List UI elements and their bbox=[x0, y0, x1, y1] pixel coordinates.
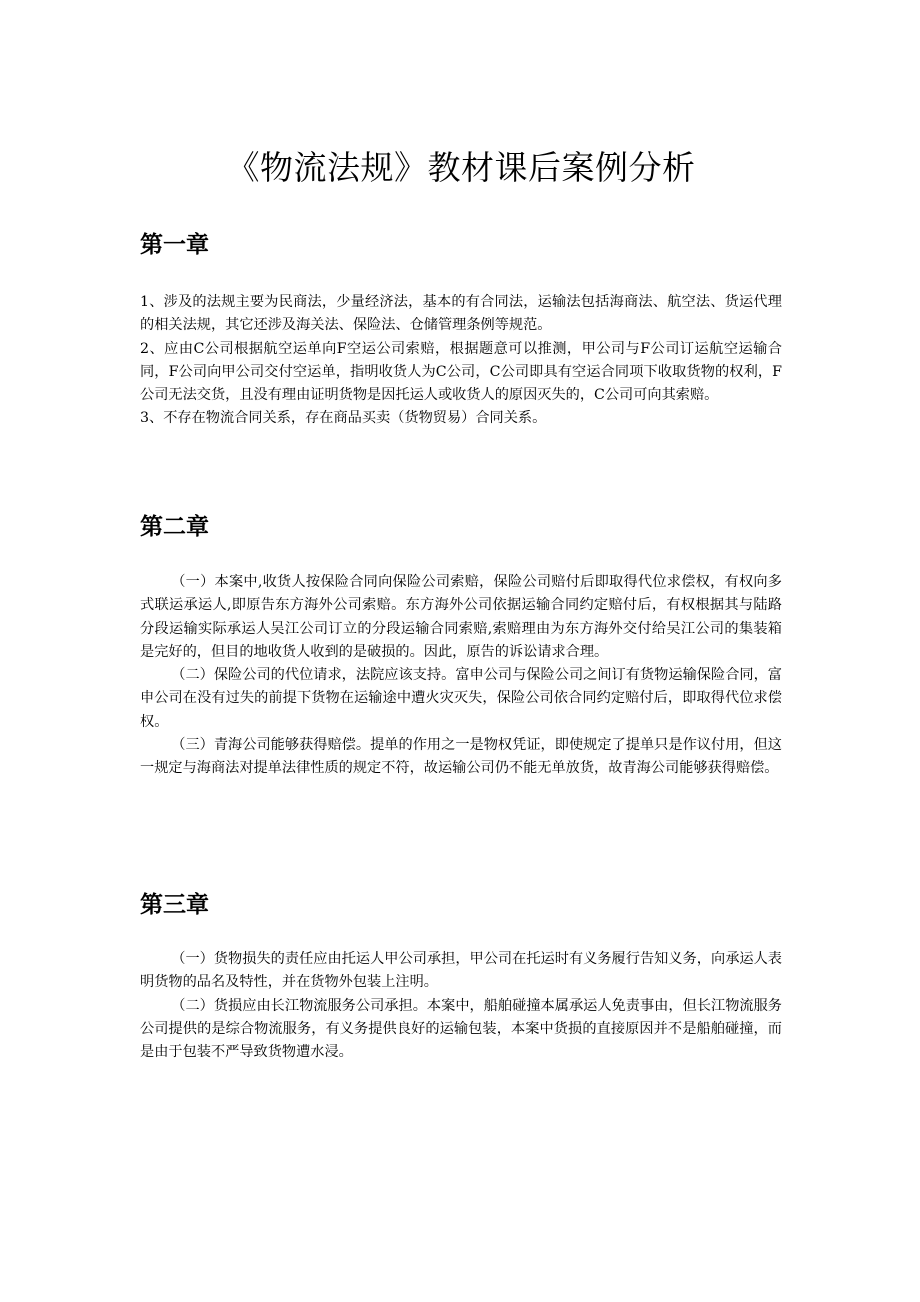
chapter-2-paragraph-2: （二）保险公司的代位请求，法院应该支持。富申公司与保险公司之间订有货物运输保险合同，富申公司在没有过失的前提下货物在运输途中遭火灾灭失，保险公司依合同约定赔付后，即取得代位求偿权。 bbox=[140, 667, 782, 730]
chapter-1-body bbox=[140, 291, 782, 431]
chapter-3-paragraph-1: （一）货物损失的责任应由托运人甲公司承担，甲公司在托运时有义务履行告知义务，向承运人表明货物的品名及特性，并在货物外包装上注明。 bbox=[140, 951, 782, 991]
chapter-1-paragraph-3: 3、不存在物流合同关系，存在商品买卖（货物贸易）合同关系。 bbox=[140, 410, 547, 427]
chapter-1-paragraph-1: 1、涉及的法规主要为民商法，少量经济法，基本的有合同法，运输法包括海商法、航空法、货运代理的相关法规，其它还涉及海关法、保险法、仓储管理条例等规范。 bbox=[140, 294, 782, 334]
chapter-2-paragraph-3: （三）青海公司能够获得赔偿。提单的作用之一是物权凭证，即使规定了提单只是作议付用，但这一规定与海商法对提单法律性质的规定不符，故运输公司仍不能无单放货，故青海公司能够获得赔偿。 bbox=[140, 737, 782, 777]
chapter-3-heading: 第三章 bbox=[140, 892, 209, 918]
chapter-2-body bbox=[140, 571, 782, 781]
chapter-2-heading: 第二章 bbox=[140, 514, 209, 540]
document-title: 《物流法规》教材课后案例分析 bbox=[226, 148, 696, 187]
chapter-3-paragraph-2: （二）货损应由长江物流服务公司承担。本案中，船舶碰撞本属承运人免责事由，但长江物流服务公司提供的是综合物流服务，有义务提供良好的运输包装，本案中货损的直接原因并不是船舶碰撞，而是由于包装不严导致货物遭水浸。 bbox=[140, 997, 782, 1061]
chapter-1-heading: 第一章 bbox=[140, 232, 209, 258]
chapter-2-paragraph-1: （一）本案中,收货人按保险合同向保险公司索赔，保险公司赔付后即取得代位求偿权，有权向多式联运承运人,即原告东方海外公司索赔。东方海外公司依据运输合同约定赔付后，有权根据其与陆路分段运输实际承运人吴江公司订立的分段运输合同索赔,索赔理由为东方海外交付给吴江公司的集装箱是完好的，但目的地收货人收到的是破损的。因此，原告的诉讼请求合理。 bbox=[140, 574, 782, 660]
chapter-3-body bbox=[140, 948, 782, 1064]
chapter-1-paragraph-2: 2、应由C公司根据航空运单向F空运公司索赔，根据题意可以推测，甲公司与F公司订运航空运输合同，F公司向甲公司交付空运单，指明收货人为C公司，C公司即具有空运合同项下收取货物的权利，F公司无法交货，且没有理由证明货物是因托运人或收货人的原因灭失的，C公司可向其索赔。 bbox=[140, 340, 782, 404]
